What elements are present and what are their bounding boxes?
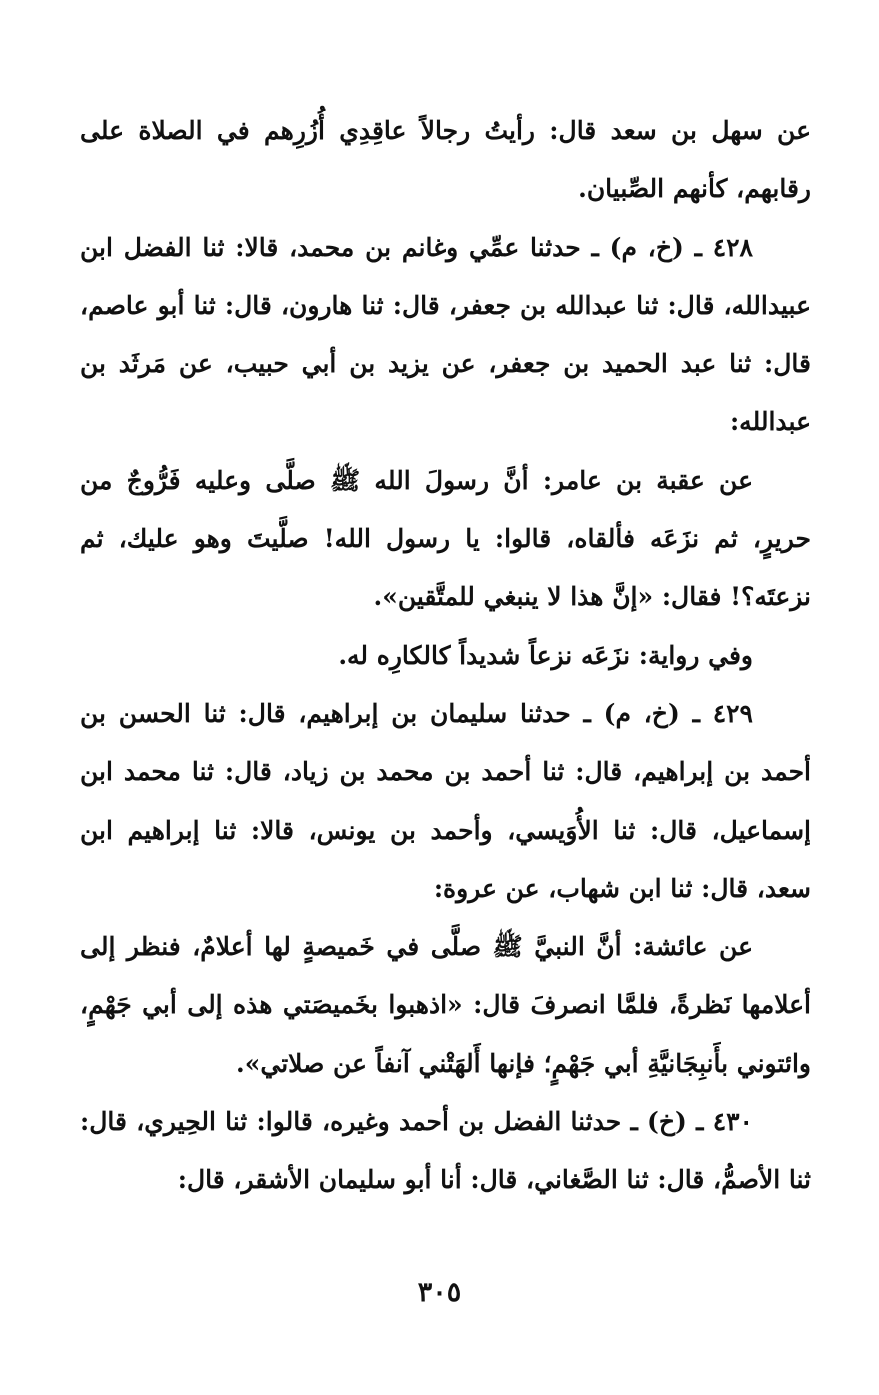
paragraph-hadith-428-isnad: ٤٢٨ ـ (خ، م) ـ حدثنا عمِّي وغانم بن محمد، قالا: ثنا الفضل ابن عبيدالله، قال: ثنا عبدالله بن جعفر، قال: ثنا هارون، قال: ثنا أبو عاصم، قال: ثنا عبد الحميد بن جعفر، عن يزيد بن أبي حبيب، عن مَرثَد بن عبدالله: bbox=[80, 232, 811, 437]
paragraph-sahl-hadith: عن سهل بن سعد قال: رأيتُ رجالاً عاقِدِي أُزُرِهم في الصلاة على رقابهم، كأنهم الصِّبيان. bbox=[80, 116, 811, 204]
page-number: ٣٠٥ bbox=[417, 1277, 462, 1308]
paragraph-hadith-428-matn: عن عقبة بن عامر: أنَّ رسولَ الله ﷺ صلَّى وعليه فَرُّوجٌ من حريرٍ، ثم نزَعَه فألقاه، قالوا: يا رسول الله! صلَّيتَ وهو عليك، ثم نزعتَه؟! فقال: «إنَّ هذا لا ينبغي للمتَّقين». bbox=[80, 465, 811, 612]
page-body bbox=[80, 102, 811, 1210]
paragraph-hadith-429-isnad: ٤٢٩ ـ (خ، م) ـ حدثنا سليمان بن إبراهيم، قال: ثنا الحسن بن أحمد بن إبراهيم، قال: ثنا أحمد بن محمد بن زياد، قال: ثنا محمد ابن إسماعيل، قال: ثنا الأُوَيسي، وأحمد بن يونس، قالا: ثنا إبراهيم ابن سعد، قال: ثنا ابن شهاب، عن عروة: bbox=[80, 698, 811, 903]
paragraph-hadith-430-isnad: ٤٣٠ ـ (خ) ـ حدثنا الفضل بن أحمد وغيره، قالوا: ثنا الحِيري، قال: ثنا الأصمُّ، قال: ثنا الصَّغاني، قال: أنا أبو سليمان الأشقر، قال: bbox=[80, 1107, 811, 1195]
paragraph-hadith-429-matn: عن عائشة: أنَّ النبيَّ ﷺ صلَّى في خَميصةٍ لها أعلامٌ، فنظر إلى أعلامها نَظرةً، فلمَّا انصرفَ قال: «اذهبوا بخَميصَتي هذه إلى أبي جَهْمٍ، وائتوني بأَنبِجَانيَّةِ أبي جَهْمٍ؛ فإنها أَلهَتْني آنفاً عن صلاتي». bbox=[80, 932, 811, 1078]
paragraph-riwaya-note: وفي رواية: نزَعَه نزعاً شديداً كالكارِه له. bbox=[338, 640, 753, 670]
